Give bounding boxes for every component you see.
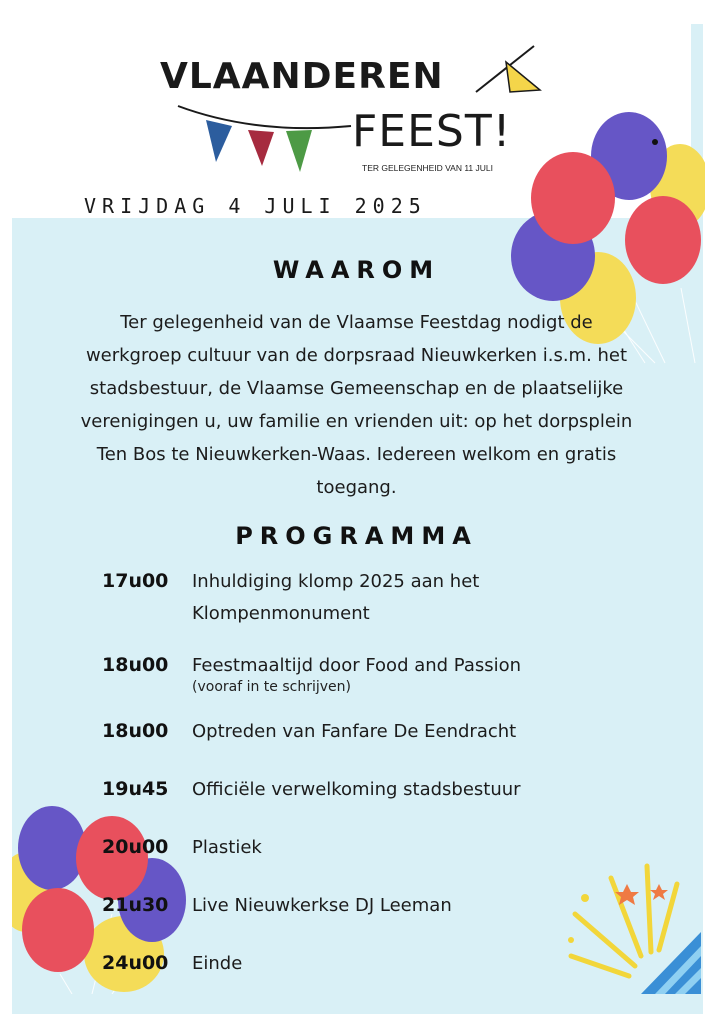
program-time: 17u00 xyxy=(102,570,169,592)
program-title: Optreden van Fanfare De Eendracht xyxy=(192,721,517,742)
program-title: Einde xyxy=(192,953,243,974)
program-note: (vooraf in te schrijven) xyxy=(192,679,351,695)
party-popper-icon xyxy=(555,844,705,1004)
program-time: 20u00 xyxy=(102,836,169,858)
section-heading-waarom: WAAROM xyxy=(272,256,441,284)
intro-line: werkgroep cultuur van de dorpsraad Nieuwkerken i.s.m. het xyxy=(85,345,628,366)
intro-line: Ten Bos te Nieuwkerken-Waas. Iedereen welkom en gratis xyxy=(96,444,617,465)
program-title xyxy=(192,566,672,630)
program-time: 24u00 xyxy=(102,952,169,974)
event-date: VRIJDAG 4 JULI 2025 xyxy=(84,194,427,218)
program-title: Officiële verwelkoming stadsbestuur xyxy=(192,779,521,800)
program-title-line: Inhuldiging klomp 2025 aan het xyxy=(192,571,480,592)
intro-line: stadsbestuur, de Vlaamse Gemeenschap en de plaatselijke xyxy=(89,378,624,399)
intro-paragraph xyxy=(46,306,667,504)
program-title: Plastiek xyxy=(192,837,262,858)
logo-title-feest: FEEST! xyxy=(352,106,512,157)
program-time: 21u30 xyxy=(102,894,169,916)
program-time: 18u00 xyxy=(102,720,169,742)
intro-line: Ter gelegenheid van de Vlaamse Feestdag nodigt de xyxy=(120,312,593,333)
section-heading-programma: PROGRAMMA xyxy=(235,522,478,550)
logo-subtitle: TER GELEGENHEID VAN 11 JULI xyxy=(362,163,493,173)
intro-line: verenigingen u, uw familie en vrienden uit: op het dorpsplein xyxy=(80,411,633,432)
program-time: 19u45 xyxy=(102,778,169,800)
program-title: Feestmaaltijd door Food and Passion xyxy=(192,655,522,676)
logo-title-vlaanderen: VLAANDEREN xyxy=(160,56,444,97)
program-time: 18u00 xyxy=(102,654,169,676)
intro-line: toegang. xyxy=(316,477,397,498)
program-title: Live Nieuwkerkse DJ Leeman xyxy=(192,895,452,916)
program-title-line: Klompenmonument xyxy=(192,603,370,624)
